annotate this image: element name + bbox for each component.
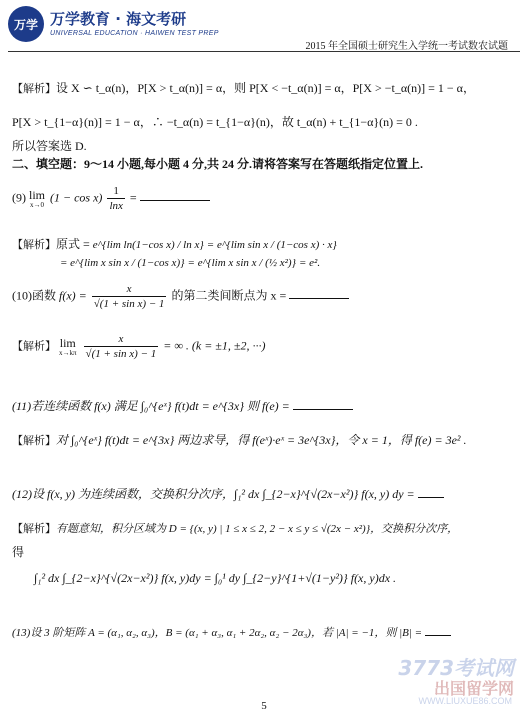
lim-subscript: x→0 (30, 200, 44, 209)
question-10 (12, 282, 349, 311)
watermark-top: 3773考试网 (398, 656, 514, 680)
watermark-url: WWW.LIUXUE86.COM (418, 696, 512, 706)
q11-solution (12, 432, 467, 449)
q10-sol-denominator: √(1 + sin x) − 1 (85, 348, 157, 360)
question-13 (12, 624, 451, 641)
publisher-logo (8, 6, 219, 46)
q12-solution-formula: ∫₁² dx ∫_{2−x}^{√(2x−x²)} f(x, y)dy = ∫₀¹ dy ∫_{2−y}^{1+√(1−y²)} f(x, y)dx . (34, 571, 397, 585)
analysis-tag: 【解析】 (12, 82, 56, 95)
q9-sol-start: 原式 = (56, 237, 90, 251)
analysis-tag: 【解析】 (12, 522, 56, 535)
q9-frac-denominator: lnx (109, 200, 123, 212)
q12-text: (12)设 f(x, y) 为连续函数，交换积分次序，∫₁² dx ∫_{2−x}^{√(2x−x²)} f(x, y) dy = (12, 487, 415, 501)
analysis-tag: 【解析】 (12, 339, 56, 353)
q10-sol-numerator: x (84, 332, 159, 347)
page-number: 5 (261, 700, 267, 712)
lim-word: lim (59, 335, 76, 350)
watermark-mid: 出国留学网 (433, 679, 514, 698)
header-divider (8, 51, 520, 52)
exam-title: 2015 年全国硕士研究生入学统一考试数农试题 (305, 41, 508, 52)
q9-sol-term-5: = e². (298, 257, 321, 269)
q8-solution-line1 (12, 80, 475, 97)
q8-solution-line2: P[X > t_{1−α}(n)] = 1 − α，∴ −t_α(n) = t_{1−α}(n)，故 t_α(n) + t_{1−α}(n) = 0 . (12, 115, 418, 129)
q10-sol-fraction (84, 332, 159, 361)
question-12 (12, 486, 444, 502)
analysis-tag: 【解析】 (12, 434, 56, 447)
logo-english-name: UNIVERSAL EDUCATION · HAIWEN TEST PREP (50, 30, 219, 37)
q9-solution-cont (60, 254, 320, 271)
q11-sol-text: 对 ∫₀^{eˣ} f(t)dt = e^{3x} 两边求导，得 f(eˣ)·eˣ = 3e^{3x}，令 x = 1，得 f(e) = 3e² . (56, 433, 467, 447)
q9-sol-term-3: = e^{lim x sin x / (1−cos x)} (60, 257, 185, 269)
question-9 (12, 184, 210, 213)
q8-answer: 所以答案选 D. (12, 139, 87, 153)
q10-fx: f(x) = (59, 288, 87, 303)
lim-word: lim (29, 187, 46, 202)
q9-solution (12, 236, 337, 253)
q13-answer-blank (425, 625, 451, 636)
q9-frac-numerator: 1 (107, 184, 124, 199)
q11-text: (11)若连续函数 f(x) 满足 ∫₀^{eˣ} f(t)dt = e^{3x} 则 f(e) = (12, 399, 290, 413)
q9-answer-blank (140, 190, 210, 201)
q9-fraction (107, 184, 124, 213)
q10-tail: 的第二类间断点为 x = (171, 288, 287, 303)
q9-sol-term-4: = e^{lim x sin x / (½ x²)} (187, 257, 296, 269)
q10-sol-limit (59, 337, 77, 357)
q12-sol-text-1: 有题意知，积分区域为 D = {(x, y) | 1 ≤ x ≤ 2, 2 − x ≤ y ≤ √(2x − x²)}，交换积分次序， (56, 523, 459, 535)
analysis-tag: 【解析】 (12, 238, 56, 251)
q10-fraction (92, 282, 167, 311)
q9-sol-term-2: = e^{lim sin x / (1−cos x) · x} (206, 239, 337, 251)
q9-sol-term-1: e^{lim ln(1−cos x) / ln x} (92, 239, 204, 251)
lim-subscript: x→kπ (59, 348, 77, 357)
q10-numerator: x (92, 282, 167, 297)
q12-solution-line1 (12, 520, 458, 537)
q10-answer-blank (289, 288, 349, 299)
q9-equals: = (129, 190, 137, 205)
logo-mark: 万学 (8, 6, 44, 42)
q9-number: (9) (12, 190, 26, 205)
q12-solution-line2: 得 (12, 545, 25, 559)
q10-sol-tail: = ∞ . (k = ±1, ±2, ···) (163, 338, 266, 353)
q10-lead: (10)函数 (12, 288, 56, 303)
question-11 (12, 398, 353, 414)
q9-expression: (1 − cos x) (50, 190, 103, 205)
q11-answer-blank (293, 399, 353, 410)
page-header (0, 0, 528, 52)
q9-limit (29, 189, 45, 209)
q8-line1-text: 设 X ∽ t_α(n)，P[X > t_α(n)] = α，则 P[X < −t_α(n)] = α，P[X > −t_α(n)] = 1 − α， (56, 81, 475, 95)
section-heading: 二、填空题：9～14 小题,每小题 4 分,共 24 分.请将答案写在答题纸指定位置上. (12, 157, 424, 171)
q10-denominator: √(1 + sin x) − 1 (93, 298, 165, 310)
q12-answer-blank (418, 487, 444, 498)
q10-solution (12, 332, 265, 361)
q13-text: (13)设 3 阶矩阵 A = (α₁, α₂, α₃)，B = (α₁ + α₃, α₁ + 2α₂, α₂ − 2α₃)，若 |A| = −1，则 |B| = (12, 627, 423, 639)
logo-chinese-name: 万学教育 · 海文考研 (50, 10, 187, 28)
